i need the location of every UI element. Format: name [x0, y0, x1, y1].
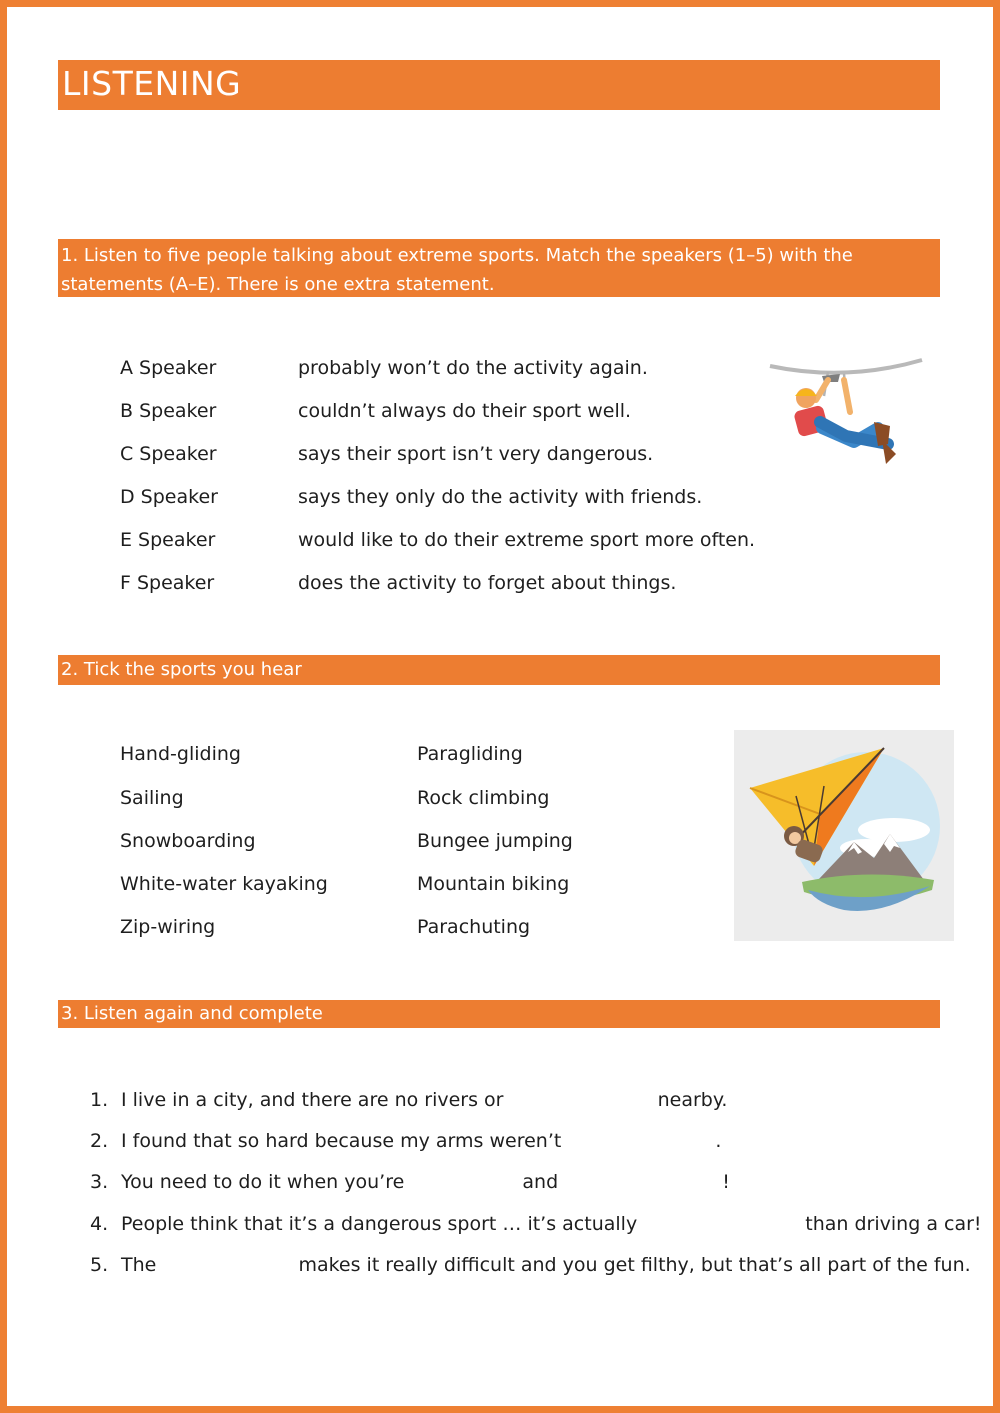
sentence: [121, 1170, 730, 1194]
sport-option[interactable]: Hand-gliding: [120, 743, 241, 765]
sentence: [121, 1253, 971, 1277]
sentence-part: You need to do it when you’re: [121, 1171, 405, 1193]
sentence-part: !: [722, 1171, 730, 1193]
sport-option[interactable]: Sailing: [120, 787, 184, 809]
sentence-part: I live in a city, and there are no rivers or: [121, 1089, 504, 1111]
item-number: 2.: [90, 1130, 109, 1152]
sport-option[interactable]: Paragliding: [417, 743, 523, 765]
sentence-part: nearby.: [657, 1089, 728, 1111]
sentence: [121, 1212, 982, 1236]
exercise-3-heading: 3. Listen again and complete: [58, 1000, 940, 1028]
statement-text: says their sport isn’t very dangerous.: [298, 443, 654, 465]
sport-option[interactable]: Rock climbing: [417, 787, 550, 809]
statement-text: does the activity to forget about things.: [298, 572, 677, 594]
exercise-2-heading: 2. Tick the sports you hear: [58, 655, 940, 685]
speaker-label: D Speaker: [120, 486, 218, 508]
sentence-part: than driving a car!: [805, 1213, 982, 1235]
item-number: 1.: [90, 1089, 109, 1111]
statement-text: says they only do the activity with friends.: [298, 486, 703, 508]
speaker-label: C Speaker: [120, 443, 217, 465]
sentence: [121, 1088, 727, 1112]
statement-text: would like to do their extreme sport more often.: [298, 529, 756, 551]
sport-option[interactable]: White-water kayaking: [120, 873, 328, 895]
statement-text: probably won’t do the activity again.: [298, 357, 648, 379]
item-number: 4.: [90, 1213, 109, 1235]
speaker-label: E Speaker: [120, 529, 216, 551]
sport-option[interactable]: Bungee jumping: [417, 830, 573, 852]
page-title: LISTENING: [58, 60, 940, 110]
item-number: 3.: [90, 1171, 109, 1193]
sport-option[interactable]: Mountain biking: [417, 873, 570, 895]
sentence-part: People think that it’s a dangerous sport … it’s actually: [121, 1213, 638, 1235]
exercise-1-heading: 1. Listen to five people talking about extreme sports. Match the speakers (1–5) with the statements (A–E). There is one extra statement.: [58, 239, 940, 297]
zip-wiring-person-icon: [766, 352, 928, 474]
statement-text: couldn’t always do their sport well.: [298, 400, 632, 422]
item-number: 5.: [90, 1254, 109, 1276]
sentence-part: makes it really difficult and you get filthy, but that’s all part of the fun.: [298, 1254, 971, 1276]
sport-option[interactable]: Parachuting: [417, 916, 531, 938]
sentence-part: The: [121, 1254, 157, 1276]
sentence-part: .: [715, 1130, 722, 1152]
sentence-part: and: [522, 1171, 559, 1193]
sentence: [121, 1129, 721, 1153]
sport-option[interactable]: Snowboarding: [120, 830, 256, 852]
speaker-label: A Speaker: [120, 357, 217, 379]
speaker-label: B Speaker: [120, 400, 217, 422]
hang-gliding-illustration: [734, 730, 954, 941]
sentence-part: I found that so hard because my arms weren’t: [121, 1130, 562, 1152]
sport-option[interactable]: Zip-wiring: [120, 916, 216, 938]
speaker-label: F Speaker: [120, 572, 215, 594]
